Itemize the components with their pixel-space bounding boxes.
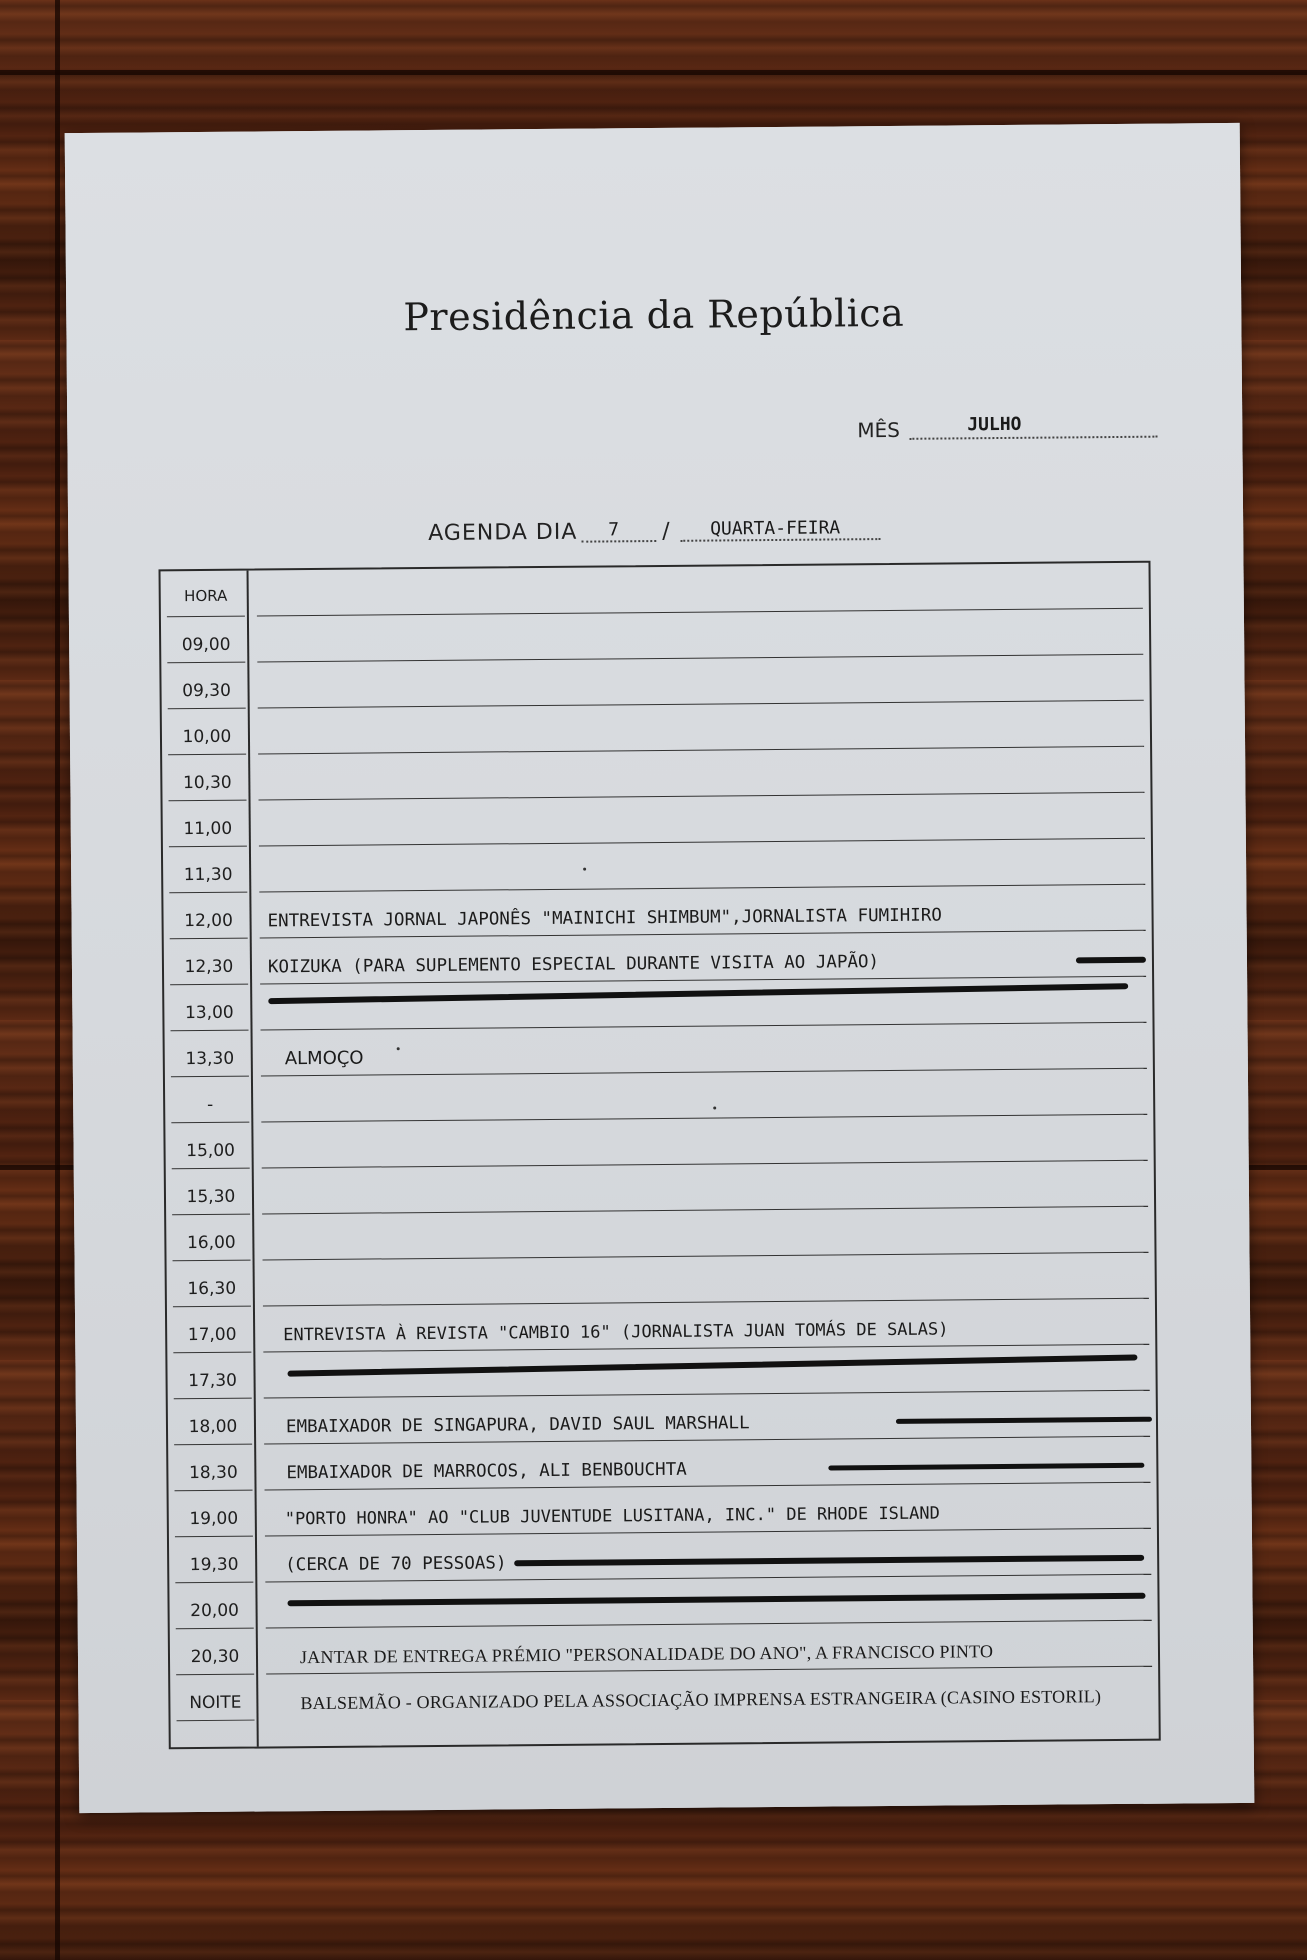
hour-cell: 12,30: [170, 939, 248, 986]
dotted-line: [581, 540, 656, 543]
ink-speck: [713, 1107, 716, 1110]
hour-cell: 15,00: [171, 1123, 249, 1170]
hour-cell: 09,00: [167, 617, 245, 664]
entry-line: [258, 747, 1144, 801]
entry-line: [263, 1253, 1149, 1307]
hour-cell: 13,30: [171, 1031, 249, 1078]
hour-cell: 15,30: [172, 1169, 250, 1216]
entry-line: [261, 1023, 1147, 1077]
hour-cell: 11,30: [169, 847, 247, 894]
hour-cell: NOITE: [176, 1675, 254, 1722]
entry-text: ALMOÇO: [284, 1047, 364, 1070]
hour-cell: 17,30: [173, 1353, 251, 1400]
hour-cell: 16,30: [173, 1261, 251, 1308]
hour-cell: 11,00: [169, 801, 247, 848]
date-separator: /: [662, 518, 670, 544]
entry-line: [259, 839, 1145, 893]
day-value: 7: [608, 519, 620, 541]
dotted-line: [909, 436, 1157, 440]
hour-cell: 10,30: [168, 755, 246, 802]
page-title: Presidência da República: [403, 290, 905, 340]
hour-cell: 09,30: [167, 663, 245, 710]
hour-cell: 19,00: [175, 1491, 253, 1538]
hour-cell: 20,30: [176, 1629, 254, 1676]
hour-cell: 18,30: [174, 1445, 252, 1492]
table-row: [170, 1667, 1158, 1722]
schedule-table: [159, 561, 1161, 1750]
hour-cell: 19,30: [175, 1537, 253, 1584]
entry-text: (CERCA DE 70 PESSOAS): [285, 1553, 507, 1576]
hour-cell: 18,00: [174, 1399, 252, 1446]
entry-text: KOIZUKA (PARA SUPLEMENTO ESPECIAL DURANTE VISITA AO JAPÃO): [267, 952, 880, 978]
agenda-date-field: [428, 506, 908, 550]
entry-line: [258, 701, 1144, 755]
ink-speck: [583, 868, 586, 871]
hour-cell: 12,00: [169, 893, 247, 940]
entry-line: [257, 609, 1143, 663]
hour-cell: 17,00: [173, 1307, 251, 1354]
agenda-label: AGENDA DIA: [428, 519, 578, 547]
entry-text: EMBAIXADOR DE MARROCOS, ALI BENBOUCHTA: [286, 1459, 687, 1484]
entry-text: BALSEMÃO - ORGANIZADO PELA ASSOCIAÇÃO IMPRENSA ESTRANGEIRA (CASINO ESTORIL): [300, 1686, 1102, 1714]
entry-line: [262, 1207, 1148, 1261]
entry-text: ENTREVISTA JORNAL JAPONÊS "MAINICHI SHIMBUM",JORNALISTA FUMIHIRO: [267, 905, 942, 932]
entry-line: [261, 1069, 1147, 1123]
ink-strike-line: [1076, 957, 1146, 964]
agenda-sheet: [65, 123, 1255, 1813]
hour-cell: 16,00: [172, 1215, 250, 1262]
wood-seam: [0, 70, 1307, 75]
entry-text: EMBAIXADOR DE SINGAPURA, DAVID SAUL MARSHALL: [285, 1413, 750, 1438]
entry-text: ENTREVISTA À REVISTA "CAMBIO 16" (JORNALISTA JUAN TOMÁS DE SALAS): [283, 1319, 949, 1346]
entry-line: [259, 793, 1145, 847]
weekday-value: QUARTA-FEIRA: [710, 517, 841, 540]
entry-text: JANTAR DE ENTREGA PRÉMIO "PERSONALIDADE DO ANO", A FRANCISCO PINTO: [299, 1641, 994, 1668]
entry-line: [262, 1161, 1148, 1215]
month-label: MÊS: [857, 417, 901, 443]
hour-header: HORA: [167, 571, 245, 618]
hour-cell: 13,00: [170, 985, 248, 1032]
ink-speck: [397, 1047, 400, 1050]
wood-seam: [55, 0, 60, 1960]
entry-text: "PORTO HONRA" AO "CLUB JUVENTUDE LUSITANA, INC." DE RHODE ISLAND: [284, 1503, 940, 1530]
hour-cell: 10,00: [168, 709, 246, 756]
entry-line: [261, 1115, 1147, 1169]
entry-line: [257, 655, 1143, 709]
month-field: [857, 404, 1157, 447]
hour-cell: 20,00: [175, 1583, 253, 1630]
entry-line: [257, 563, 1143, 617]
month-value: JULHO: [967, 413, 1022, 436]
hour-cell: -: [171, 1077, 249, 1124]
